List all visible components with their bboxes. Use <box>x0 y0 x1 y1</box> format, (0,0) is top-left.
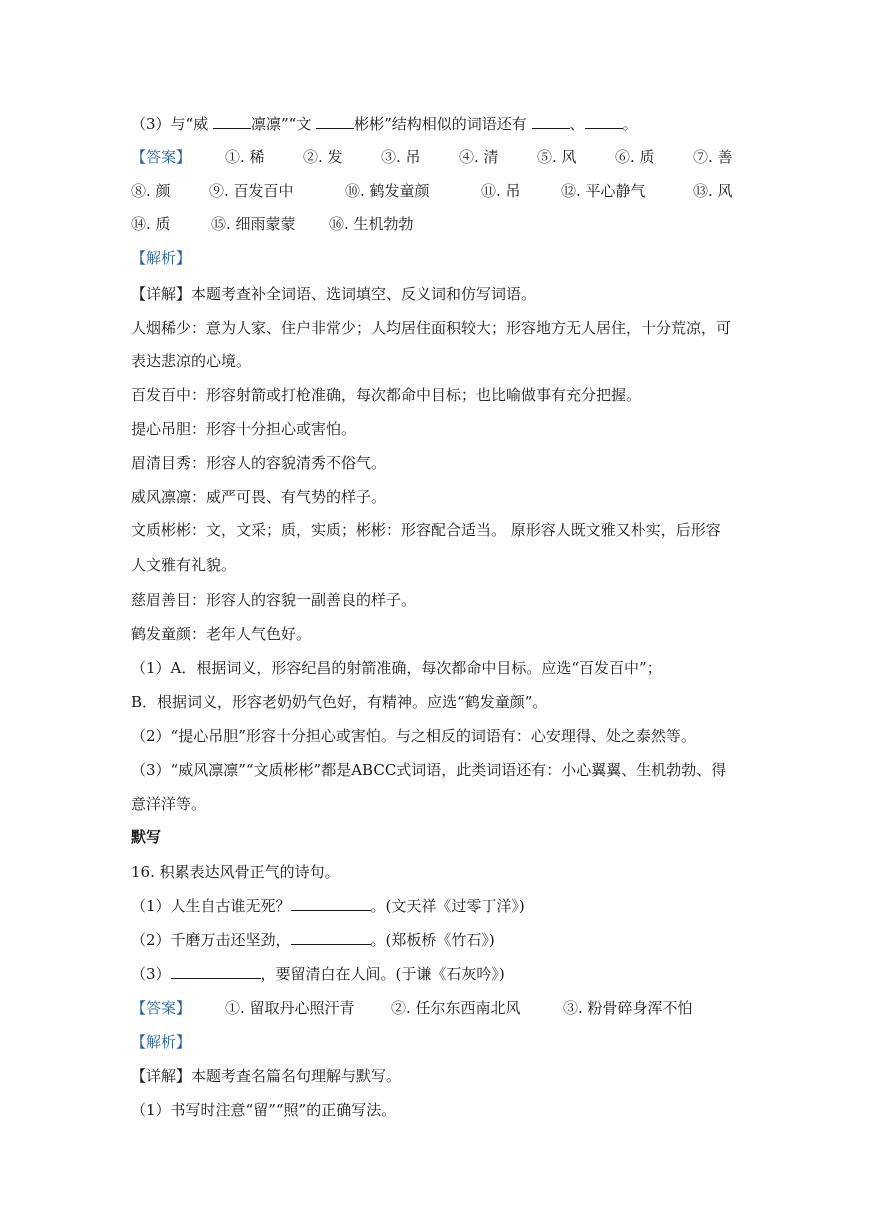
analysis-line: （1）A．根据词义，形容纪昌的射箭准确，每次都命中目标。应选“百发百中”； <box>131 659 662 677</box>
question-15-part-3 <box>131 114 638 134</box>
answer-item: ⑫. 平心静气 <box>561 182 646 200</box>
q15-end: 。 <box>622 115 638 133</box>
answer-item: ⑬. 风 <box>693 182 733 200</box>
answer-item: ②. 任尔东西南北风 <box>391 999 521 1017</box>
fill-blank[interactable] <box>316 114 354 129</box>
answer-item: ⑪. 吊 <box>481 182 521 200</box>
analysis-line: 人烟稀少：意为人家、住户非常少；人均居住面积较大；形容地方无人居住，十分荒凉，可 <box>131 319 732 337</box>
q16-p3-pre: （3） <box>131 965 171 983</box>
analysis-line: 眉清目秀：形容人的容貌清秀不俗气。 <box>131 454 387 472</box>
section-title: 默写 <box>131 828 162 846</box>
answer-item: ②. 发 <box>303 148 343 166</box>
analysis-line: 百发百中：形容射箭或打枪准确，每次都命中目标；也比喻做事有充分把握。 <box>131 386 642 404</box>
answer-15-row-2 <box>131 181 741 201</box>
fill-blank[interactable] <box>171 964 261 979</box>
answer-item: ④. 清 <box>459 148 499 166</box>
answer-item: ⑥. 质 <box>615 148 655 166</box>
fill-blank[interactable] <box>291 930 371 945</box>
q16-p1-post: 。(文天祥《过零丁洋》) <box>370 897 525 915</box>
fill-blank[interactable] <box>291 896 371 911</box>
q16-p3-post: ，要留清白在人间。(于谦《石灰吟》) <box>260 965 505 983</box>
answer-item: ①. 留取丹心照汗青 <box>225 999 355 1017</box>
answer-item: ⑤. 风 <box>537 148 577 166</box>
q15-mid2: 彬彬”结构相似的词语还有 <box>354 115 532 133</box>
q15-prefix: （3）与“威 <box>131 115 213 133</box>
answer-item: ③. 吊 <box>381 148 421 166</box>
analysis-line: 威风凛凛：威严可畏、有气势的样子。 <box>131 488 387 506</box>
question-16-part-1 <box>131 896 525 916</box>
analysis-line: 文质彬彬：文，文采；质，实质；彬彬：形容配合适当。 原形容人既文雅又朴实，后形容 <box>131 521 721 539</box>
answer-label: 【答案】 <box>131 999 192 1017</box>
answer-item: ⑯. 生机勃勃 <box>329 215 414 233</box>
question-16-part-3 <box>131 964 505 984</box>
question-16-part-2 <box>131 930 495 950</box>
analysis-line: 表达悲凉的心境。 <box>131 352 252 370</box>
fill-blank[interactable] <box>532 114 570 129</box>
q16-p2-post: 。(郑板桥《竹石》) <box>370 931 495 949</box>
answer-item: ⑭. 质 <box>131 215 171 233</box>
answer-item: ①. 稀 <box>225 148 265 166</box>
q16-p2-pre: （2）千磨万击还坚劲， <box>131 931 291 949</box>
analysis-line: B．根据词义，形容老奶奶气色好，有精神。应选“鹤发童颜”。 <box>131 693 548 711</box>
q15-sep: 、 <box>569 115 585 133</box>
q15-mid1: 凛凛”“文 <box>250 115 317 133</box>
answer-16 <box>131 998 741 1018</box>
analysis-line: （1）书写时注意“留”“照”的正确写法。 <box>131 1101 397 1119</box>
analysis-label: 【解析】 <box>131 1033 192 1051</box>
question-16-stem: 16. 积累表达风骨正气的诗句。 <box>131 863 340 881</box>
answer-item: ③. 粉骨碎身浑不怕 <box>563 999 693 1017</box>
answer-15-row-3 <box>131 214 741 234</box>
analysis-line: 提心吊胆：形容十分担心或害怕。 <box>131 420 357 438</box>
analysis-line: 【详解】本题考查名篇名句理解与默写。 <box>131 1067 402 1085</box>
answer-item: ⑧. 颜 <box>131 182 171 200</box>
q16-p1-pre: （1）人生自古谁无死？ <box>131 897 291 915</box>
answer-item: ⑦. 善 <box>693 148 733 166</box>
fill-blank[interactable] <box>213 114 251 129</box>
analysis-line: 人文雅有礼貌。 <box>131 556 237 574</box>
analysis-line: 【详解】本题考查补全词语、选词填空、反义词和仿写词语。 <box>131 285 537 303</box>
analysis-line: （3）“威风凛凛”“文质彬彬”都是ABCC式词语，此类词语还有：小心翼翼、生机勃勃、得 <box>131 761 727 779</box>
analysis-line: 慈眉善目：形容人的容貌一副善良的样子。 <box>131 591 417 609</box>
answer-15-row-1 <box>131 147 741 167</box>
answer-item: ⑮. 细雨蒙蒙 <box>211 215 296 233</box>
analysis-label: 【解析】 <box>131 249 192 267</box>
answer-item: ⑩. 鹤发童颜 <box>345 182 430 200</box>
analysis-line: 意洋洋等。 <box>131 795 207 813</box>
analysis-line: 鹤发童颜：老年人气色好。 <box>131 625 312 643</box>
answer-label: 【答案】 <box>131 148 192 166</box>
analysis-line: （2）“提心吊胆”形容十分担心或害怕。与之相反的词语有：心安理得、处之泰然等。 <box>131 727 696 745</box>
answer-item: ⑨. 百发百中 <box>209 182 294 200</box>
fill-blank[interactable] <box>585 114 623 129</box>
